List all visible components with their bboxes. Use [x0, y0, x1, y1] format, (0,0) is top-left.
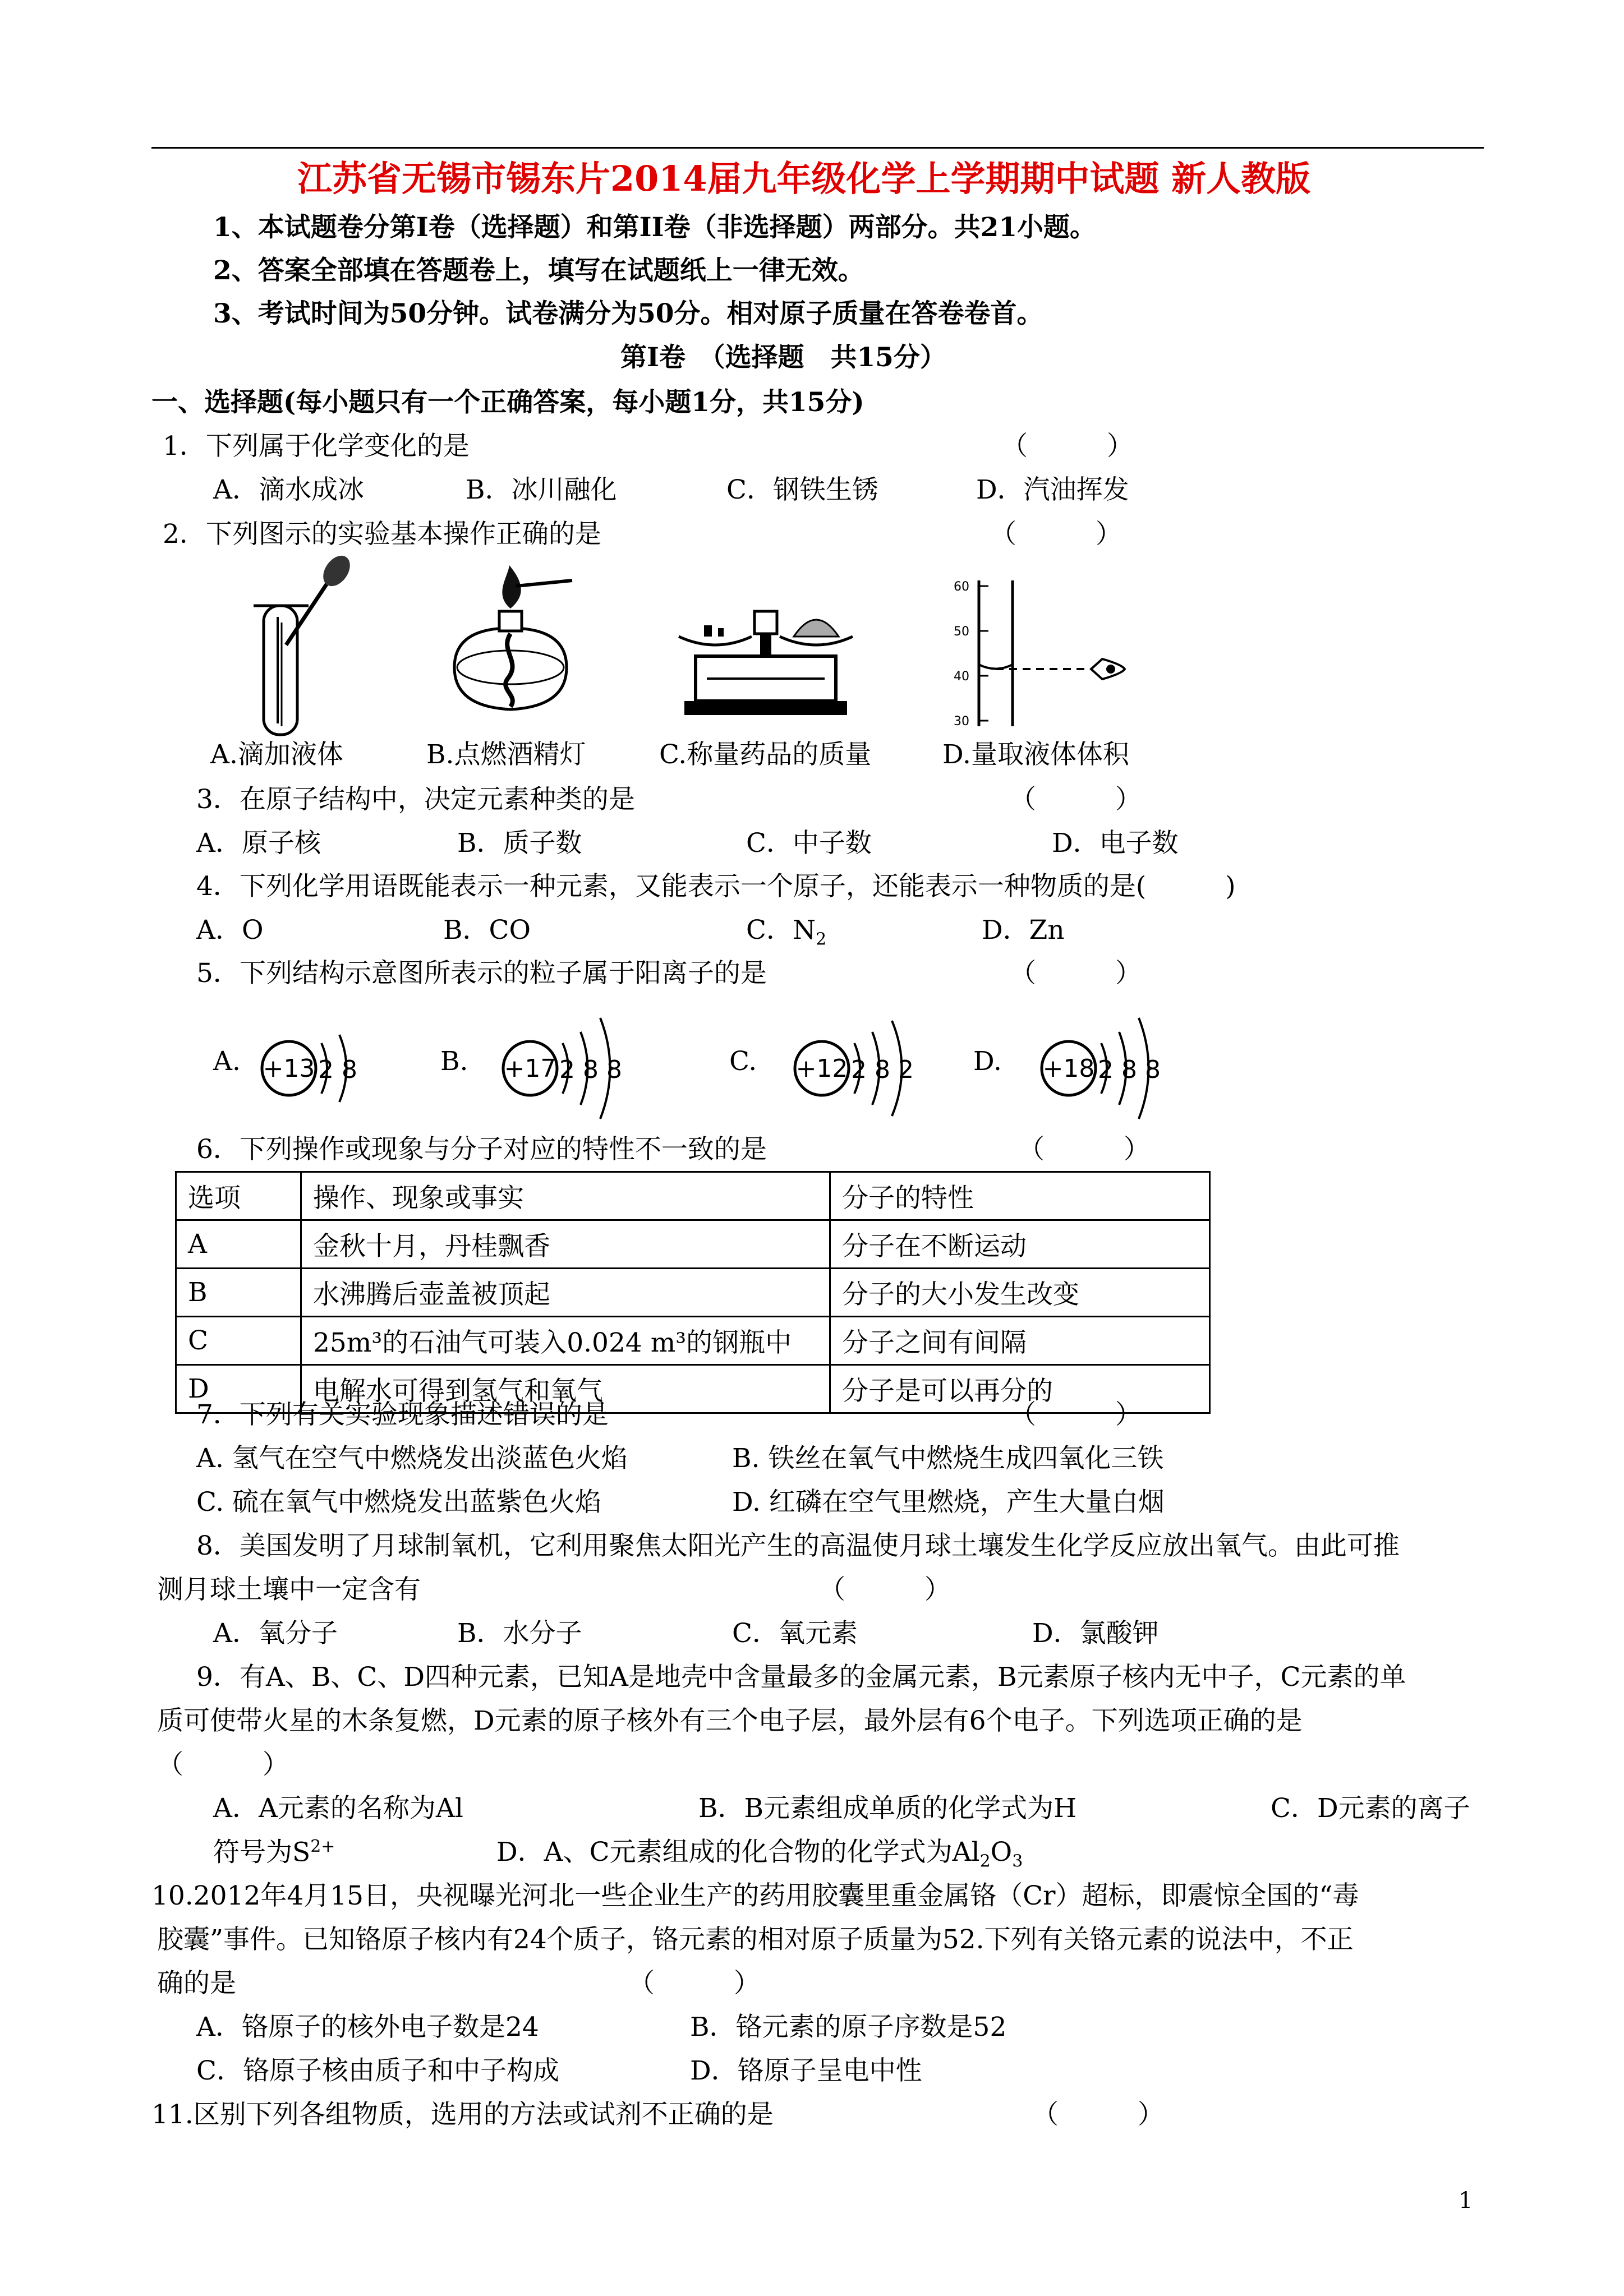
q3-option-b: B．质子数 — [457, 828, 582, 859]
q9-line-1: 9．有A、B、C、D四种元素，已知A是地壳中含量最多的金属元素，B元素原子核内无中子，C元素的单 — [196, 1662, 1406, 1693]
q3-option-d: D．电子数 — [1052, 828, 1179, 859]
q1-answer-paren: （ ） — [1001, 431, 1133, 462]
note-2: 2、答案全部填在答题卷上，填写在试题纸上一律无效。 — [213, 255, 864, 286]
atom-structure-diagram-d — [1035, 1007, 1203, 1130]
q2-answer-paren: （ ） — [990, 519, 1122, 550]
table-cell: 分子的大小发生改变 — [830, 1269, 1210, 1317]
alcohol-lamp-illustration — [443, 555, 578, 718]
q7-option-c: C. 硫在氧气中燃烧发出蓝紫色火焰 — [196, 1487, 602, 1518]
q2-caption-d: D.量取液体体积 — [942, 739, 1129, 770]
q4-stem: 4．下列化学用语既能表示一种元素，又能表示一个原子，还能表示一种物质的是( ) — [196, 871, 1236, 902]
table-cell: C — [176, 1317, 301, 1365]
atom-c-nucleus: +12 — [795, 1054, 848, 1083]
q4-option-b: B．CO — [443, 915, 531, 946]
cylinder-tick-60: 60 — [954, 580, 969, 594]
table-cell: B — [176, 1269, 301, 1317]
q1-option-a: A．滴水成冰 — [213, 474, 364, 505]
q10-option-a: A．铬原子的核外电子数是24 — [196, 2012, 539, 2043]
q1-stem: 1．下列属于化学变化的是 — [163, 431, 470, 462]
table-header-row — [176, 1172, 1210, 1220]
q6-answer-paren: （ ） — [1018, 1134, 1150, 1165]
q6-stem: 6．下列操作或现象与分子对应的特性不一致的是 — [196, 1134, 767, 1165]
page-title: 江苏省无锡市锡东片2014届九年级化学上学期期中试题 新人教版 — [297, 158, 1311, 199]
q9-option-d: D．A、C元素组成的化合物的化学式为$Al_2O_3$ — [496, 1837, 1023, 1871]
q10-line-3: 确的是 — [157, 1968, 236, 1999]
cylinder-tick-50: 50 — [954, 625, 969, 639]
cylinder-tick-40: 40 — [954, 670, 969, 684]
q5-stem: 5．下列结构示意图所表示的粒子属于阳离子的是 — [196, 958, 767, 989]
cylinder-tick-30: 30 — [954, 714, 969, 729]
atom-structure-diagram-c — [788, 1009, 956, 1127]
note-3: 3、考试时间为50分钟。试卷满分为50分。相对原子质量在答卷卷首。 — [213, 298, 1043, 329]
q3-option-a: A．原子核 — [196, 828, 321, 859]
q7-stem: 7．下列有关实验现象描述错误的是 — [196, 1399, 609, 1430]
table-cell: A — [176, 1220, 301, 1269]
q10-option-b: B．铬元素的原子序数是52 — [690, 2012, 1007, 2043]
atom-a-shells: 2 8 — [318, 1055, 357, 1084]
q4-option-d: D．Zn — [982, 915, 1065, 946]
q10-option-c: C．铬原子核由质子和中子构成 — [196, 2055, 559, 2086]
q2-caption-c: C.称量药品的质量 — [659, 739, 872, 770]
q3-stem: 3．在原子结构中，决定元素种类的是 — [196, 784, 635, 815]
q9-option-b: B．B元素组成单质的化学式为H — [698, 1793, 1077, 1824]
atom-b-shells: 2 8 8 — [559, 1055, 622, 1084]
q8-option-b: B．水分子 — [457, 1618, 582, 1649]
q9-option-c: C．D元素的离子 — [1271, 1793, 1470, 1824]
table-header-cell: 选项 — [176, 1172, 301, 1220]
section-title: 一、选择题(每小题只有一个正确答案，每小题1分，共15分) — [151, 387, 864, 418]
q8-option-c: C．氧元素 — [732, 1618, 858, 1649]
atom-b-nucleus: +17 — [504, 1054, 556, 1083]
table-row — [176, 1317, 1210, 1365]
table-cell: 金秋十月，丹桂飘香 — [301, 1220, 830, 1269]
q2-caption-a: A.滴加液体 — [210, 739, 343, 770]
q10-line-1: 10.2012年4月15日，央视曝光河北一些企业生产的药用胶囊里重金属铬（Cr）超标，即震惊全国的“毒 — [151, 1880, 1359, 1911]
table-header-cell: 分子的特性 — [830, 1172, 1210, 1220]
q5-label-c: C. — [729, 1046, 757, 1077]
q10-answer-paren: （ ） — [628, 1968, 760, 1999]
q2-caption-b: B.点燃酒精灯 — [426, 739, 586, 770]
q8-option-d: D．氯酸钾 — [1032, 1618, 1159, 1649]
atom-structure-diagram-b — [496, 1004, 665, 1133]
q4-option-c: C．$N_2$ — [746, 915, 827, 949]
table-cell: D — [176, 1365, 301, 1413]
q1-option-d: D．汽油挥发 — [976, 474, 1129, 505]
q1-option-c: C．钢铁生锈 — [726, 474, 878, 505]
part-title: 第I卷 （选择题 共15分） — [620, 342, 946, 373]
q7-option-d: D. 红磷在空气里燃烧，产生大量白烟 — [732, 1487, 1165, 1518]
table-row — [176, 1269, 1210, 1317]
q7-option-b: B. 铁丝在氧气中燃烧生成四氧化三铁 — [732, 1443, 1164, 1474]
q9-option-c-cont: 符号为$S^{2+}$ — [213, 1837, 335, 1868]
table-cell: 25m³的石油气可装入0.024 m³的钢瓶中 — [301, 1317, 830, 1365]
q8-line-2: 测月球土壤中一定含有 — [157, 1574, 421, 1605]
q7-option-a: A. 氢气在空气中燃烧发出淡蓝色火焰 — [196, 1443, 628, 1474]
q5-label-d: D. — [973, 1046, 1002, 1077]
atom-c-shells: 2 8 2 — [851, 1055, 914, 1084]
graduated-cylinder-illustration — [954, 580, 1133, 729]
q10-option-d: D．铬原子呈电中性 — [690, 2055, 922, 2086]
q1-option-b: B．冰川融化 — [466, 474, 617, 505]
page-number: 1 — [1459, 2188, 1473, 2214]
note-1: 1、本试题卷分第I卷（选择题）和第II卷（非选择题）两部分。共21小题。 — [213, 212, 1097, 243]
q8-answer-paren: （ ） — [819, 1574, 951, 1605]
atom-structure-diagram-a — [255, 1015, 395, 1122]
dropper-test-tube-illustration — [247, 555, 359, 740]
q3-answer-paren: （ ） — [1010, 784, 1142, 815]
q11-stem: 11.区别下列各组物质，选用的方法或试剂不正确的是 — [151, 2099, 774, 2130]
atom-d-nucleus: +18 — [1042, 1054, 1095, 1083]
balance-scale-illustration — [673, 594, 858, 723]
atom-d-shells: 2 8 8 — [1098, 1055, 1161, 1084]
table-header-cell: 操作、现象或事实 — [301, 1172, 830, 1220]
q5-answer-paren: （ ） — [1010, 958, 1142, 989]
q5-label-a: A. — [213, 1046, 241, 1077]
header-rule — [151, 147, 1484, 149]
q3-option-c: C．中子数 — [746, 828, 872, 859]
q4-option-a: A．O — [196, 915, 264, 946]
q9-answer-paren: （ ） — [157, 1749, 289, 1780]
q5-label-b: B. — [440, 1046, 468, 1077]
table-cell: 分子是可以再分的 — [830, 1365, 1210, 1413]
q9-option-a: A．A元素的名称为Al — [213, 1793, 463, 1824]
atom-a-nucleus: +13 — [263, 1054, 315, 1083]
table-cell: 分子在不断运动 — [830, 1220, 1210, 1269]
q7-answer-paren: （ ） — [1010, 1399, 1142, 1430]
q8-line-1: 8．美国发明了月球制氧机，它利用聚焦太阳光产生的高温使月球土壤发生化学反应放出氧气。由此可推 — [196, 1530, 1400, 1561]
table-cell: 电解水可得到氢气和氧气 — [301, 1365, 830, 1413]
table-cell: 分子之间有间隔 — [830, 1317, 1210, 1365]
q8-option-a: A．氧分子 — [213, 1618, 338, 1649]
q9-line-2: 质可使带火星的木条复燃，D元素的原子核外有三个电子层，最外层有6个电子。下列选项正确的是 — [157, 1705, 1303, 1736]
q6-options-table — [175, 1171, 1211, 1414]
table-cell: 水沸腾后壶盖被顶起 — [301, 1269, 830, 1317]
q2-stem: 2．下列图示的实验基本操作正确的是 — [163, 519, 601, 550]
q11-answer-paren: （ ） — [1032, 2099, 1164, 2130]
table-row — [176, 1220, 1210, 1269]
q10-line-2: 胶囊”事件。已知铬原子核内有24个质子，铬元素的相对原子质量为52.下列有关铬元素的说法中，不正 — [157, 1924, 1354, 1955]
